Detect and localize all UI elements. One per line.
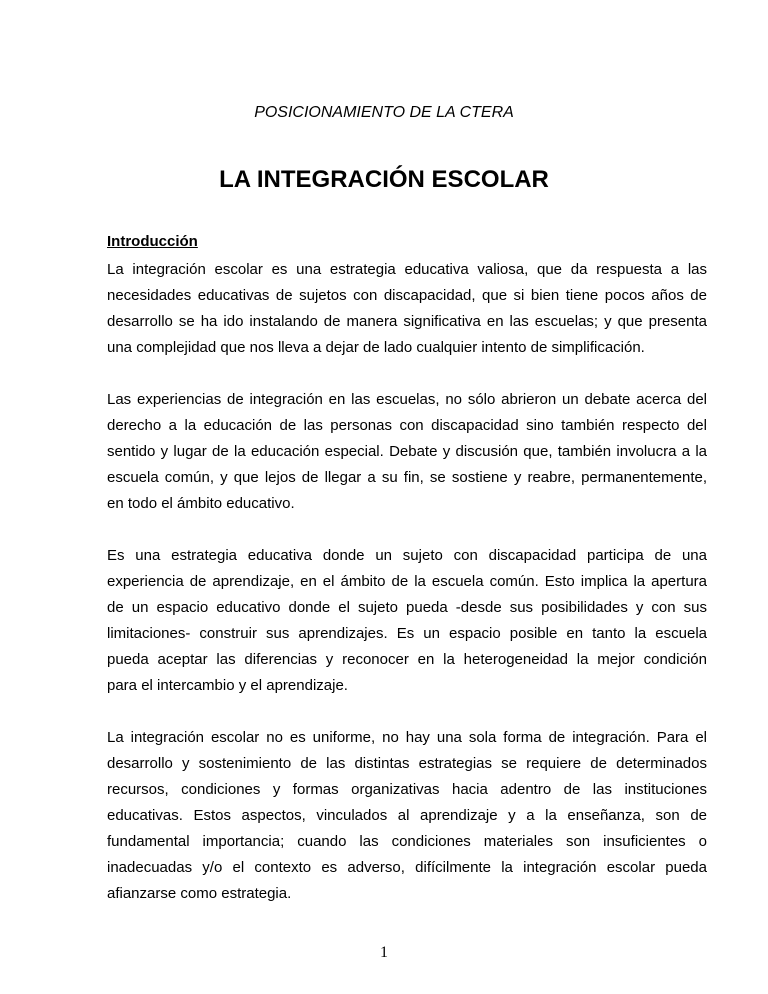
paragraph-line: de un espacio educativo donde el sujeto pueda -desde sus posibilidades y con sus <box>107 599 707 616</box>
section-heading: Introducción <box>107 233 198 250</box>
document-title: LA INTEGRACIÓN ESCOLAR <box>219 166 549 193</box>
paragraph-line: en todo el ámbito educativo. <box>107 495 295 512</box>
paragraph-line: experiencia de aprendizaje, en el ámbito de la escuela común. Esto implica la apertura <box>107 573 707 590</box>
paragraph-line: desarrollo y sostenimiento de las distintas estrategias se requiere de determinados <box>107 755 707 772</box>
page-number: 1 <box>380 944 388 961</box>
paragraph-line: pueda aceptar las diferencias y reconocer en la heterogeneidad la mejor condición <box>107 651 707 668</box>
paragraph-line: para el intercambio y el aprendizaje. <box>107 677 348 694</box>
paragraph-line: Las experiencias de integración en las escuelas, no sólo abrieron un debate acerca del <box>107 391 707 408</box>
paragraph <box>107 257 707 361</box>
paragraph-line: sentido y lugar de la educación especial. Debate y discusión que, también involucra a la <box>107 443 707 460</box>
paragraph-line: La integración escolar es una estrategia educativa valiosa, que da respuesta a las <box>107 261 707 278</box>
paragraph-line: desarrollo se ha ido instalando de manera significativa en las escuelas; y que presenta <box>107 313 707 330</box>
paragraph-line: fundamental importancia; cuando las condiciones materiales son insuficientes o <box>107 833 707 850</box>
document-subtitle: POSICIONAMIENTO DE LA CTERA <box>254 104 514 121</box>
paragraph <box>107 725 707 907</box>
paragraph-line: necesidades educativas de sujetos con discapacidad, que si bien tiene pocos años de <box>107 287 707 304</box>
paragraph <box>107 543 707 699</box>
paragraph-line: derecho a la educación de las personas con discapacidad sino también respecto del <box>107 417 707 434</box>
paragraph-line: La integración escolar no es uniforme, no hay una sola forma de integración. Para el <box>107 729 707 746</box>
paragraph-line: afianzarse como estrategia. <box>107 885 292 902</box>
paragraph-line: Es una estrategia educativa donde un sujeto con discapacidad participa de una <box>107 547 707 564</box>
paragraph-line: limitaciones- construir sus aprendizajes. Es un espacio posible en tanto la escuela <box>107 625 707 642</box>
paragraph <box>107 387 707 517</box>
paragraph-line: escuela común, y que lejos de llegar a su fin, se sostiene y reabre, permanentemente, <box>107 469 707 486</box>
paragraph-line: una complejidad que nos lleva a dejar de lado cualquier intento de simplificación. <box>107 339 645 356</box>
paragraph-line: recursos, condiciones y formas organizativas hacia adentro de las instituciones <box>107 781 707 798</box>
paragraph-line: inadecuadas y/o el contexto es adverso, difícilmente la integración escolar pueda <box>107 859 707 876</box>
paragraph-line: educativas. Estos aspectos, vinculados al aprendizaje y a la enseñanza, son de <box>107 807 707 824</box>
